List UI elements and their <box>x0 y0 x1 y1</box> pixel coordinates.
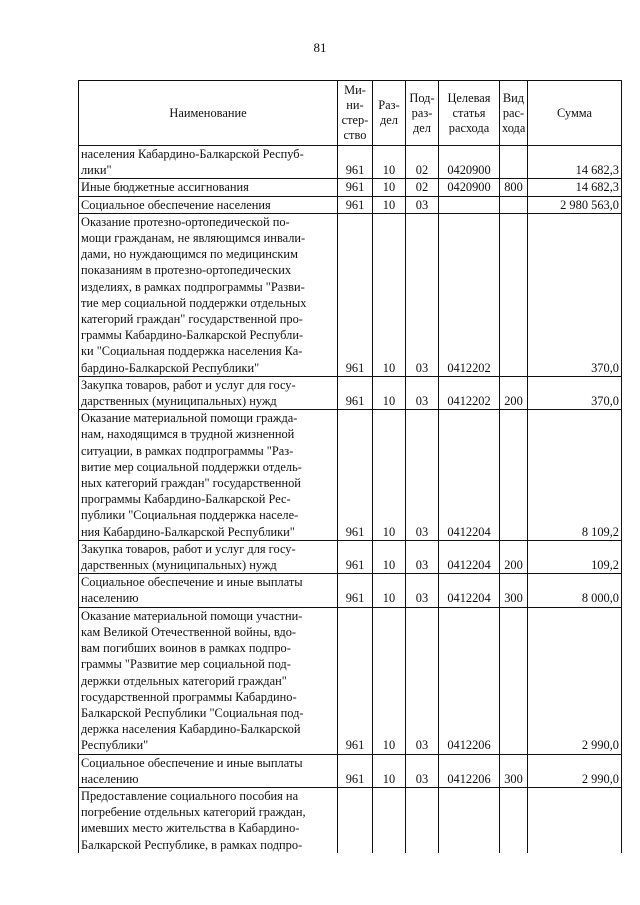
header-type: Вид рас- хода <box>500 81 528 146</box>
cell-type: 200 <box>500 376 528 409</box>
cell-name: Социальное обеспечение и иные выплаты населению <box>79 754 338 787</box>
cell-target <box>439 196 500 213</box>
cell-section: 10 <box>373 179 406 196</box>
budget-table <box>78 80 622 853</box>
cell-subsection: 03 <box>406 754 439 787</box>
cell-target <box>439 787 500 852</box>
cell-type: 800 <box>500 179 528 196</box>
cell-section: 10 <box>373 540 406 573</box>
header-target: Целевая статья расхода <box>439 81 500 146</box>
cell-sum: 8 109,2 <box>528 410 622 541</box>
cell-sum <box>528 787 622 852</box>
cell-section: 10 <box>373 574 406 607</box>
table-row <box>79 607 622 754</box>
table-row <box>79 213 622 376</box>
cell-ministry: 961 <box>338 196 373 213</box>
cell-section: 10 <box>373 213 406 376</box>
cell-name: Оказание протезно-ортопедической по- мощи гражданам, не являющимся инвали- дами, но нуждающимся по медицинским показаниям в протезно-ортопедических изделиях, в рамках подпрограммы "Разви- тие мер социальной поддержки отдельных категорий граждан" государственной про- граммы Кабардино-Балкарской Республи- ки "Социальная поддержка населения Ка- бардино-Балкарской Республики" <box>79 213 338 376</box>
table-row <box>79 754 622 787</box>
cell-sum: 2 990,0 <box>528 607 622 754</box>
cell-type <box>500 196 528 213</box>
cell-type: 300 <box>500 574 528 607</box>
cell-subsection: 03 <box>406 574 439 607</box>
table-row <box>79 376 622 409</box>
cell-sum: 8 000,0 <box>528 574 622 607</box>
cell-sum: 370,0 <box>528 213 622 376</box>
header-sum: Сумма <box>528 81 622 146</box>
cell-target: 0420900 <box>439 146 500 179</box>
cell-name: Социальное обеспечение населения <box>79 196 338 213</box>
cell-section: 10 <box>373 196 406 213</box>
cell-target: 0412202 <box>439 376 500 409</box>
cell-name: Иные бюджетные ассигнования <box>79 179 338 196</box>
cell-target: 0420900 <box>439 179 500 196</box>
table-row <box>79 196 622 213</box>
table-row <box>79 179 622 196</box>
header-subsection: Под- раз- дел <box>406 81 439 146</box>
cell-sum: 2 980 563,0 <box>528 196 622 213</box>
cell-type <box>500 607 528 754</box>
cell-sum: 2 990,0 <box>528 754 622 787</box>
cell-name: Социальное обеспечение и иные выплаты населению <box>79 574 338 607</box>
cell-section: 10 <box>373 410 406 541</box>
cell-ministry: 961 <box>338 179 373 196</box>
cell-name: Закупка товаров, работ и услуг для госу- дарственных (муниципальных) нужд <box>79 540 338 573</box>
cell-ministry: 961 <box>338 213 373 376</box>
cell-subsection: 02 <box>406 179 439 196</box>
cell-ministry: 961 <box>338 376 373 409</box>
cell-section <box>373 787 406 852</box>
table-header-row <box>79 81 622 146</box>
cell-type <box>500 787 528 852</box>
cell-target: 0412204 <box>439 410 500 541</box>
cell-type <box>500 213 528 376</box>
header-ministry: Ми- ни- стер- ство <box>338 81 373 146</box>
cell-subsection: 03 <box>406 410 439 541</box>
cell-name: населения Кабардино-Балкарской Респуб- лики" <box>79 146 338 179</box>
cell-subsection: 03 <box>406 540 439 573</box>
cell-target: 0412204 <box>439 540 500 573</box>
cell-target: 0412202 <box>439 213 500 376</box>
cell-subsection: 03 <box>406 213 439 376</box>
cell-type <box>500 410 528 541</box>
cell-section: 10 <box>373 607 406 754</box>
cell-ministry <box>338 787 373 852</box>
cell-section: 10 <box>373 754 406 787</box>
header-section: Раз- дел <box>373 81 406 146</box>
cell-ministry: 961 <box>338 146 373 179</box>
table-row <box>79 540 622 573</box>
cell-name: Оказание материальной помощи участни- кам Великой Отечественной войны, вдо- вам погибших воинов в рамках подпро- граммы "Развитие мер социальной под- держки отдельных категорий граждан" государственной программы Кабардино- Балкарской Республики "Социальная под- держка населения Кабардино-Балкарской Республики" <box>79 607 338 754</box>
table-row <box>79 574 622 607</box>
cell-type: 300 <box>500 754 528 787</box>
cell-subsection: 03 <box>406 196 439 213</box>
cell-sum: 14 682,3 <box>528 179 622 196</box>
table-row <box>79 787 622 852</box>
cell-sum: 370,0 <box>528 376 622 409</box>
cell-section: 10 <box>373 376 406 409</box>
cell-ministry: 961 <box>338 754 373 787</box>
cell-sum: 14 682,3 <box>528 146 622 179</box>
cell-name: Закупка товаров, работ и услуг для госу- дарственных (муниципальных) нужд <box>79 376 338 409</box>
cell-subsection: 03 <box>406 607 439 754</box>
cell-name: Предоставление социального пособия на погребение отдельных категорий граждан, имевших место жительства в Кабардино- Балкарской Республике, в рамках подпро- <box>79 787 338 852</box>
cell-ministry: 961 <box>338 410 373 541</box>
cell-name: Оказание материальной помощи гражда- нам, находящимся в трудной жизненной ситуации, в рамках подпрограммы "Раз- витие мер социальной поддержки отдель- ных категорий граждан" государственной программы Кабардино-Балкарской Рес- публики "Социальная поддержка населе- ния Кабардино-Балкарской Республики" <box>79 410 338 541</box>
table-row <box>79 410 622 541</box>
cell-subsection: 02 <box>406 146 439 179</box>
cell-ministry: 961 <box>338 607 373 754</box>
page-number: 81 <box>313 40 327 55</box>
cell-type <box>500 146 528 179</box>
cell-target: 0412206 <box>439 607 500 754</box>
cell-ministry: 961 <box>338 540 373 573</box>
table-row <box>79 146 622 179</box>
cell-ministry: 961 <box>338 574 373 607</box>
header-name: Наименование <box>79 81 338 146</box>
cell-subsection: 03 <box>406 376 439 409</box>
cell-type: 200 <box>500 540 528 573</box>
cell-section: 10 <box>373 146 406 179</box>
cell-target: 0412204 <box>439 574 500 607</box>
cell-subsection <box>406 787 439 852</box>
cell-sum: 109,2 <box>528 540 622 573</box>
cell-target: 0412206 <box>439 754 500 787</box>
